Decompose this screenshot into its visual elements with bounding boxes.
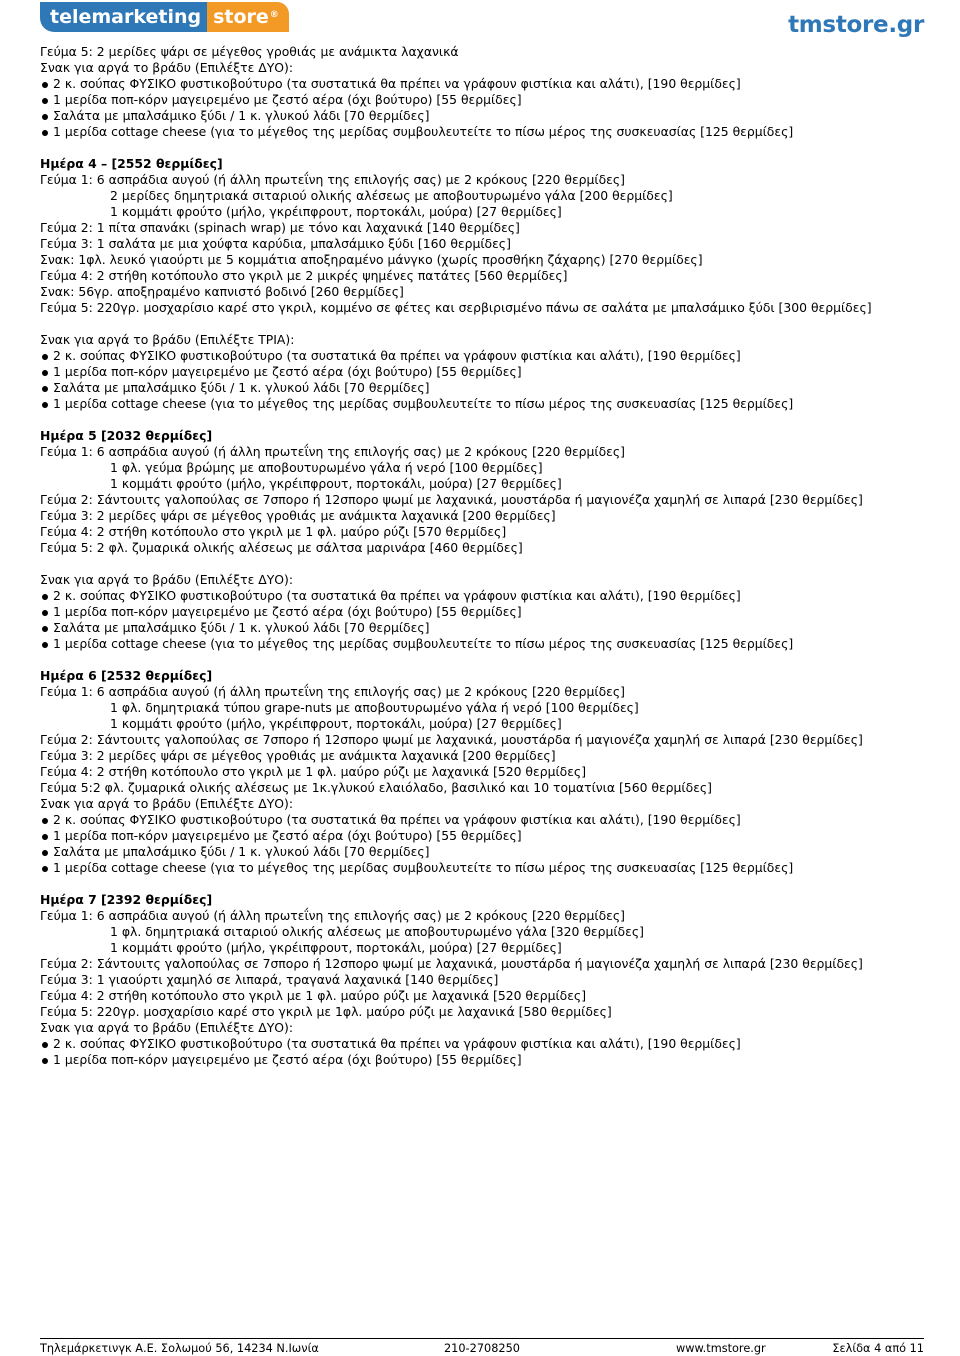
- document-body: [40, 44, 920, 1068]
- spacer: [40, 556, 920, 572]
- meal-line: Γεύμα 4: 2 στήθη κοτόπουλο στο γκριλ με 1 φλ. μαύρο ρύζι με λαχανικά [520 θερμίδες]: [40, 988, 587, 1003]
- spacer: [40, 652, 920, 668]
- day-heading: Ημέρα 6 [2532 θερμίδες]: [40, 668, 213, 683]
- snack-option-item: 2 κ. σούπας ΦΥΣΙΚΟ φυστικοβούτυρο (τα συστατικά θα πρέπει να γράφουν φιστίκια και αλάτι), [190 θερμίδες]: [40, 1036, 920, 1052]
- page-footer: [40, 1338, 924, 1355]
- brand-site-name: tmstore.gr: [788, 12, 924, 38]
- meal-line: Γεύμα 5:2 φλ. ζυμαρικά ολικής αλέσεως με 1κ.γλυκού ελαιόλαδο, βασιλικό και 10 τοματίνια [560 θερμίδες]: [40, 780, 713, 795]
- spacer: [40, 140, 920, 156]
- snack-option-item: 1 μερίδα ποπ-κόρν μαγειρεμένο με ζεστό αέρα (όχι βούτυρο) [55 θερμίδες]: [40, 92, 920, 108]
- day-heading: Ημέρα 4 – [2552 θερμίδες]: [40, 156, 223, 171]
- meal-line: Γεύμα 4: 2 στήθη κοτόπουλο στο γκριλ με 2 μικρές ψημένες πατάτες [560 θερμίδες]: [40, 268, 568, 283]
- logo-store-text: store: [213, 6, 269, 28]
- meal-line: Γεύμα 1: 6 ασπράδια αυγού (ή άλλη πρωτεΐνη της επιλογής σας) με 2 κρόκους [220 θερμίδες]: [40, 444, 625, 459]
- snack-option-item: 1 μερίδα cottage cheese (για το μέγεθος της μερίδας συμβουλευτείτε το πίσω μέρος της συσκευασίας [125 θερμίδες]: [40, 636, 920, 652]
- meal-line: Γεύμα 1: 6 ασπράδια αυγού (ή άλλη πρωτεΐνη της επιλογής σας) με 2 κρόκους [220 θερμίδες]: [40, 172, 625, 187]
- meal-subitem: 2 μερίδες δημητριακά σιταριού ολικής αλέσεως με αποβουτυρωμένο γάλα [200 θερμίδες]: [110, 188, 673, 203]
- snack-option-item: Σαλάτα με μπαλσάμικο ξύδι / 1 κ. γλυκού λάδι [70 θερμίδες]: [40, 380, 920, 396]
- meal-subitem: 1 φλ. γεύμα βρώμης με αποβουτυρωμένο γάλα ή νερό [100 θερμίδες]: [110, 460, 543, 475]
- snack-option-item: 1 μερίδα cottage cheese (για το μέγεθος της μερίδας συμβουλευτείτε το πίσω μέρος της συσκευασίας [125 θερμίδες]: [40, 396, 920, 412]
- snack-option-item: 1 μερίδα cottage cheese (για το μέγεθος της μερίδας συμβουλευτείτε το πίσω μέρος της συσκευασίας [125 θερμίδες]: [40, 124, 920, 140]
- meal-line: Γεύμα 3: 2 μερίδες ψάρι σε μέγεθος γροθιάς με ανάμικτα λαχανικά [200 θερμίδες]: [40, 748, 556, 763]
- snack-option-item: 2 κ. σούπας ΦΥΣΙΚΟ φυστικοβούτυρο (τα συστατικά θα πρέπει να γράφουν φιστίκια και αλάτι), [190 θερμίδες]: [40, 76, 920, 92]
- meal-line: Γεύμα 3: 1 γιαούρτι χαμηλό σε λιπαρά, τραγανά λαχανικά [140 θερμίδες]: [40, 972, 499, 987]
- meal-subitem: 1 κομμάτι φρούτο (μήλο, γκρέιπφρουτ, πορτοκάλι, μούρα) [27 θερμίδες]: [110, 716, 562, 731]
- meal-line: Γεύμα 1: 6 ασπράδια αυγού (ή άλλη πρωτεΐνη της επιλογής σας) με 2 κρόκους [220 θερμίδες]: [40, 908, 625, 923]
- spacer: [40, 876, 920, 892]
- snack-option-item: 1 μερίδα ποπ-κόρν μαγειρεμένο με ζεστό αέρα (όχι βούτυρο) [55 θερμίδες]: [40, 364, 920, 380]
- snack-option-item: 2 κ. σούπας ΦΥΣΙΚΟ φυστικοβούτυρο (τα συστατικά θα πρέπει να γράφουν φιστίκια και αλάτι), [190 θερμίδες]: [40, 812, 920, 828]
- meal-line: Γεύμα 4: 2 στήθη κοτόπουλο στο γκριλ με 1 φλ. μαύρο ρύζι [570 θερμίδες]: [40, 524, 507, 539]
- snack-option-item: 2 κ. σούπας ΦΥΣΙΚΟ φυστικοβούτυρο (τα συστατικά θα πρέπει να γράφουν φιστίκια και αλάτι), [190 θερμίδες]: [40, 588, 920, 604]
- meal-line: Γεύμα 2: Σάντουιτς γαλοπούλας σε 7σπορο ή 12σπορο ψωμί με λαχανικά, μουστάρδα ή μαγιονέζα χαμηλή σε λιπαρά [230 θερμίδες]: [40, 732, 863, 747]
- day-heading: Ημέρα 5 [2032 θερμίδες]: [40, 428, 213, 443]
- meal-line: Γεύμα 2: 1 πίτα σπανάκι (spinach wrap) με τόνο και λαχανικά [140 θερμίδες]: [40, 220, 520, 235]
- meal-line: Σνακ για αργά το βράδυ (Επιλέξτε ΔΥΟ):: [40, 60, 294, 75]
- meal-subitem: 1 κομμάτι φρούτο (μήλο, γκρέιπφρουτ, πορτοκάλι, μούρα) [27 θερμίδες]: [110, 204, 562, 219]
- footer-website: www.tmstore.gr: [676, 1342, 766, 1355]
- snack-option-item: Σαλάτα με μπαλσάμικο ξύδι / 1 κ. γλυκού λάδι [70 θερμίδες]: [40, 844, 920, 860]
- meal-line: Γεύμα 2: Σάντουιτς γαλοπούλας σε 7σπορο ή 12σπορο ψωμί με λαχανικά, μουστάρδα ή μαγιονέζα χαμηλή σε λιπαρά [230 θερμίδες]: [40, 492, 863, 507]
- snack-option-item: 1 μερίδα cottage cheese (για το μέγεθος της μερίδας συμβουλευτείτε το πίσω μέρος της συσκευασίας [125 θερμίδες]: [40, 860, 920, 876]
- footer-phone: 210-2708250: [444, 1342, 520, 1355]
- logo-store: [207, 2, 289, 32]
- snack-option-item: 1 μερίδα ποπ-κόρν μαγειρεμένο με ζεστό αέρα (όχι βούτυρο) [55 θερμίδες]: [40, 1052, 920, 1068]
- meal-line: Γεύμα 3: 1 σαλάτα με μια χούφτα καρύδια, μπαλσάμικο ξύδι [160 θερμίδες]: [40, 236, 511, 251]
- meal-line: Γεύμα 5: 2 φλ. ζυμαρικά ολικής αλέσεως με σάλτσα μαρινάρα [460 θερμίδες]: [40, 540, 523, 555]
- meal-line: Σνακ: 1φλ. λευκό γιαούρτι με 5 κομμάτια αποξηραμένο μάνγκο (χωρίς προσθήκη ζάχαρης) [270 θερμίδες]: [40, 252, 703, 267]
- meal-subitem: 1 φλ. δημητριακά τύπου grape-nuts με αποβουτυρωμένο γάλα ή νερό [100 θερμίδες]: [110, 700, 639, 715]
- meal-line: Γεύμα 5: 220γρ. μοσχαρίσιο καρέ στο γκριλ με 1φλ. μαύρο ρύζι με λαχανικά [580 θερμίδες]: [40, 1004, 612, 1019]
- meal-line: Γεύμα 1: 6 ασπράδια αυγού (ή άλλη πρωτεΐνη της επιλογής σας) με 2 κρόκους [220 θερμίδες]: [40, 684, 625, 699]
- meal-line: Σνακ για αργά το βράδυ (Επιλέξτε ΔΥΟ):: [40, 1020, 294, 1035]
- meal-subitem: 1 κομμάτι φρούτο (μήλο, γκρέιπφρουτ, πορτοκάλι, μούρα) [27 θερμίδες]: [110, 940, 562, 955]
- meal-line: Σνακ για αργά το βράδυ (Επιλέξτε ΤΡΙΑ):: [40, 332, 295, 347]
- snack-option-item: 1 μερίδα ποπ-κόρν μαγειρεμένο με ζεστό αέρα (όχι βούτυρο) [55 θερμίδες]: [40, 604, 920, 620]
- meal-subitem: 1 φλ. δημητριακά σιταριού ολικής αλέσεως με αποβουτυρωμένο γάλα [320 θερμίδες]: [110, 924, 644, 939]
- meal-line: Γεύμα 4: 2 στήθη κοτόπουλο στο γκριλ με 1 φλ. μαύρο ρύζι με λαχανικά [520 θερμίδες]: [40, 764, 587, 779]
- registered-mark: ®: [269, 10, 279, 20]
- meal-line: Γεύμα 5: 2 μερίδες ψάρι σε μέγεθος γροθιάς με ανάμικτα λαχανικά: [40, 44, 459, 59]
- snack-option-item: 2 κ. σούπας ΦΥΣΙΚΟ φυστικοβούτυρο (τα συστατικά θα πρέπει να γράφουν φιστίκια και αλάτι), [190 θερμίδες]: [40, 348, 920, 364]
- snack-option-item: 1 μερίδα ποπ-κόρν μαγειρεμένο με ζεστό αέρα (όχι βούτυρο) [55 θερμίδες]: [40, 828, 920, 844]
- meal-line: Γεύμα 2: Σάντουιτς γαλοπούλας σε 7σπορο ή 12σπορο ψωμί με λαχανικά, μουστάρδα ή μαγιονέζα χαμηλή σε λιπαρά [230 θερμίδες]: [40, 956, 863, 971]
- meal-line: Γεύμα 3: 2 μερίδες ψάρι σε μέγεθος γροθιάς με ανάμικτα λαχανικά [200 θερμίδες]: [40, 508, 556, 523]
- meal-line: Σνακ για αργά το βράδυ (Επιλέξτε ΔΥΟ):: [40, 796, 294, 811]
- meal-line: Γεύμα 5: 220γρ. μοσχαρίσιο καρέ στο γκριλ, κομμένο σε φέτες και σερβιρισμένο πάνω σε σαλάτα με μπαλσάμικο ξύδι [300 θερμίδες]: [40, 300, 872, 315]
- snack-option-item: Σαλάτα με μπαλσάμικο ξύδι / 1 κ. γλυκού λάδι [70 θερμίδες]: [40, 108, 920, 124]
- spacer: [40, 316, 920, 332]
- meal-line: Σνακ: 56γρ. αποξηραμένο καπνιστό βοδινό [260 θερμίδες]: [40, 284, 404, 299]
- spacer: [40, 412, 920, 428]
- day-heading: Ημέρα 7 [2392 θερμίδες]: [40, 892, 213, 907]
- snack-option-item: Σαλάτα με μπαλσάμικο ξύδι / 1 κ. γλυκού λάδι [70 θερμίδες]: [40, 620, 920, 636]
- meal-subitem: 1 κομμάτι φρούτο (μήλο, γκρέιπφρουτ, πορτοκάλι, μούρα) [27 θερμίδες]: [110, 476, 562, 491]
- meal-line: Σνακ για αργά το βράδυ (Επιλέξτε ΔΥΟ):: [40, 572, 294, 587]
- logo-telemarketing: telemarketing: [40, 2, 207, 32]
- logo: [40, 2, 289, 32]
- footer-page-number: Σελίδα 4 από 11: [832, 1342, 924, 1355]
- footer-company: Τηλεμάρκετινγκ Α.Ε. Σολωμού 56, 14234 Ν.Ιωνία: [40, 1342, 319, 1355]
